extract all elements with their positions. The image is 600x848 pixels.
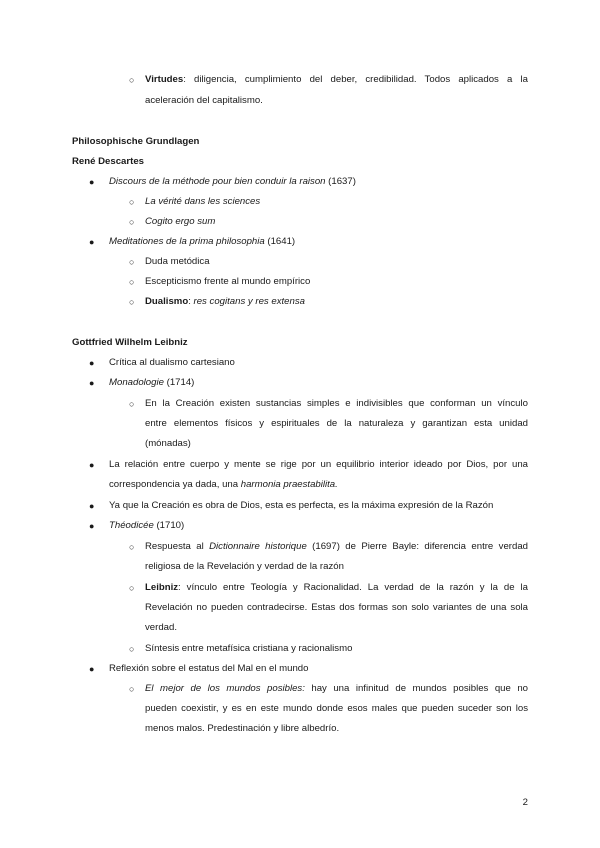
filled-bullet: ● (89, 378, 95, 388)
theodicee-item: Théodicée (1710) (109, 520, 185, 531)
ya-que-item: Ya que la Creación es obra de Dios, esta es perfecta, es la máxima expresión de la Razón (109, 500, 494, 511)
leibniz-line-2: Revelación no pueden contradecirse. Estas dos formas son solo variantes de una sola (145, 602, 528, 613)
filled-bullet: ● (89, 501, 95, 511)
filled-bullet: ● (89, 237, 95, 247)
mejor-line-2: pueden coexistir, y es en este mundo donde esos males que pueden suceder son los (145, 703, 528, 714)
monadologie-item: Monadologie (1714) (109, 377, 195, 388)
section-title: Philosophische Grundlagen (72, 136, 200, 147)
filled-bullet: ● (89, 460, 95, 470)
sintesis-item: Síntesis entre metafísica cristiana y racionalismo (145, 643, 353, 654)
reflexion-item: Reflexión sobre el estatus del Mal en el mundo (109, 663, 309, 674)
hollow-bullet: ○ (129, 75, 135, 85)
mejor-line-1: El mejor de los mundos posibles: hay una infinitud de mundos posibles que no (145, 683, 529, 694)
filled-bullet: ● (89, 521, 95, 531)
leibniz-line-3: verdad. (145, 622, 177, 633)
cogito-item: Cogito ergo sum (145, 216, 216, 227)
meditationes-item: Meditationes de la prima philosophia (1641) (109, 236, 296, 247)
creacion-line-3: (mónadas) (145, 438, 191, 449)
respuesta-line-2: religiosa de la Revelación y verdad de la razón (145, 561, 344, 572)
respuesta-line-1: Respuesta al Dictionnaire historique (1697) de Pierre Bayle: diferencia entre verdad (145, 541, 528, 552)
virtudes-label: Virtudes (145, 74, 184, 85)
hollow-bullet: ○ (129, 297, 135, 307)
verite-item: La vérité dans les sciences (145, 196, 261, 207)
duda-item: Duda metódica (145, 256, 210, 267)
hollow-bullet: ○ (129, 277, 135, 287)
filled-bullet: ● (89, 177, 95, 187)
relacion-line-2: correspondencia ya dada, una harmonia praestabilita. (109, 479, 338, 490)
hollow-bullet: ○ (129, 197, 135, 207)
mejor-line-3: menos malos. Predestinación y libre albedrío. (145, 723, 340, 734)
hollow-bullet: ○ (129, 644, 135, 654)
creacion-line-2: entre elementos físicos y espirituales de la naturaleza y garantizan esta unidad (145, 418, 528, 429)
hollow-bullet: ○ (129, 257, 135, 267)
descartes-heading: René Descartes (72, 156, 144, 167)
hollow-bullet: ○ (129, 399, 135, 409)
critica-item: Crítica al dualismo cartesiano (109, 357, 235, 368)
leibniz-heading: Gottfried Wilhelm Leibniz (72, 337, 188, 348)
leibniz-line-1: Leibniz: vínculo entre Teología y Racionalidad. La verdad de la razón y la de la (145, 582, 528, 593)
hollow-bullet: ○ (129, 583, 135, 593)
page-number: 2 (522, 797, 528, 808)
hollow-bullet: ○ (129, 542, 135, 552)
virtudes-line-1: Virtudes: diligencia, cumplimiento del deber, credibilidad. Todos aplicados a la (145, 74, 528, 85)
discours-item: Discours de la méthode pour bien conduir la raison (1637) (109, 176, 356, 187)
escepticismo-item: Escepticismo frente al mundo empírico (145, 276, 311, 287)
filled-bullet: ● (89, 358, 95, 368)
hollow-bullet: ○ (129, 684, 135, 694)
creacion-line-1: En la Creación existen sustancias simples e indivisibles que conforman un vínculo (145, 398, 528, 409)
relacion-line-1: La relación entre cuerpo y mente se rige por un equilibrio interior ideado por Dios, por una (109, 459, 528, 470)
hollow-bullet: ○ (129, 217, 135, 227)
dualismo-item: Dualismo: res cogitans y res extensa (145, 296, 305, 307)
virtudes-line-2: aceleración del capitalismo. (145, 95, 263, 106)
filled-bullet: ● (89, 664, 95, 674)
